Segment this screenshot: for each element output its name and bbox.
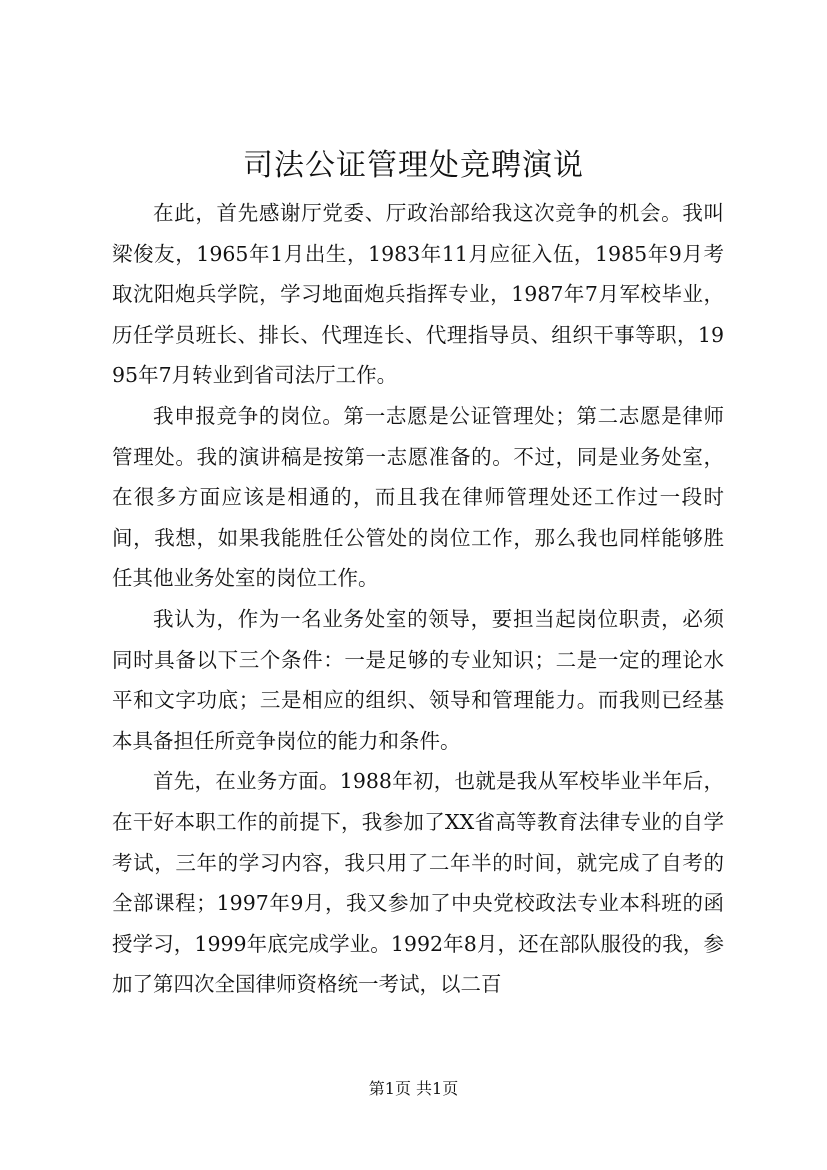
document-body <box>112 193 724 1005</box>
document-title: 司法公证管理处竞聘演说 <box>243 148 584 183</box>
page-footer: 第1页 共1页 <box>368 1079 459 1098</box>
paragraph-introduction: 在此，首先感谢厅党委、厅政治部给我这次竞争的机会。我叫梁俊友，1965年1月出生，1983年11月应征入伍，1985年9月考取沈阳炮兵学院，学习地面炮兵指挥专业，1987年7月军校毕业，历任学员班长、排长、代理连长、代理指导员、组织干事等职，1995年7月转业到省司法厅工作。 <box>112 201 724 388</box>
paragraph-business: 首先，在业务方面。1988年初，也就是我从军校毕业半年后，在干好本职工作的前提下，我参加了XX省高等教育法律专业的自学考试，三年的学习内容，我只用了二年半的时间，就完成了自考的全部课程；1997年9月，我又参加了中央党校政法专业本科班的函授学习，1999年底完成学业。1992年8月，还在部队服役的我，参加了第四次全国律师资格统一考试，以二百 <box>112 769 724 997</box>
paragraph-position: 我申报竞争的岗位。第一志愿是公证管理处；第二志愿是律师管理处。我的演讲稿是按第一志愿准备的。不过，同是业务处室，在很多方面应该是相通的，而且我在律师管理处还工作过一段时间，我想，如果我能胜任公管处的岗位工作，那么我也同样能够胜任其他业务处室的岗位工作。 <box>112 403 724 591</box>
paragraph-qualifications: 我认为，作为一名业务处室的领导，要担当起岗位职责，必须同时具备以下三个条件：一是足够的专业知识；二是一定的理论水平和文字功底；三是相应的组织、领导和管理能力。而我则已经基本具备担任所竞争岗位的能力和条件。 <box>112 606 724 753</box>
